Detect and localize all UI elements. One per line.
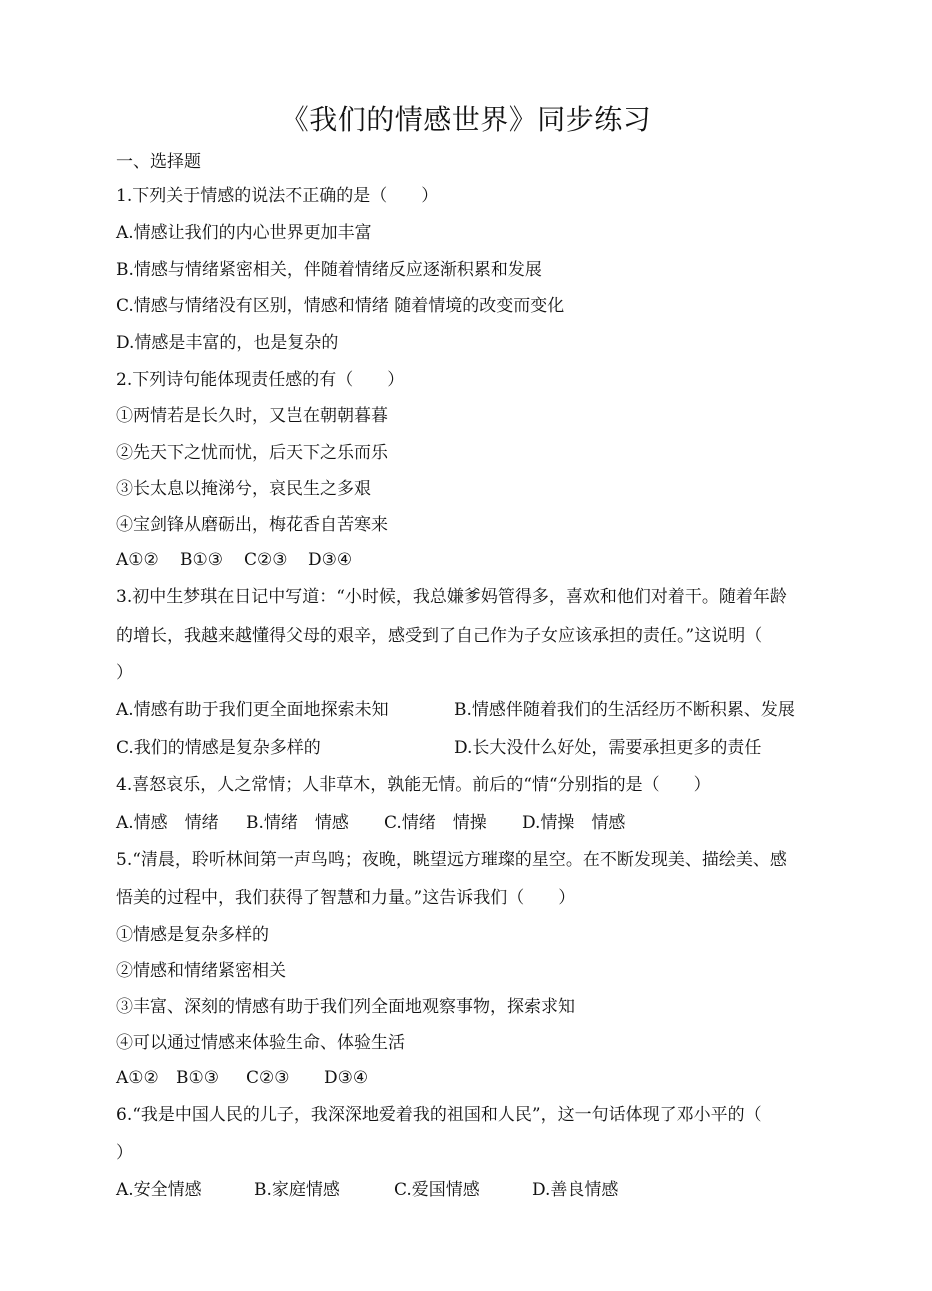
question-3-stem-line-1: 3.初中生梦琪在日记中写道：“小时候，我总嫌爹妈管得多，喜欢和他们对着干。随着年龄 [116, 587, 787, 607]
question-2-item-2: ②先天下之忧而忧，后天下之乐而乐 [116, 443, 388, 463]
question-3-options-row-2 [116, 736, 761, 760]
question-3-option-c: C.我们的情感是复杂多样的 [116, 738, 321, 758]
question-3-option-d: D.长大没什么好处，需要承担更多的责任 [454, 738, 762, 758]
question-6-option-c: C.爱国情感 [394, 1180, 480, 1200]
question-1-stem: 1.下列关于情感的说法不正确的是（ ） [116, 186, 439, 206]
question-5-option-a: A①② [116, 1068, 159, 1088]
question-6-options [116, 1178, 618, 1202]
question-4-option-c: C.情绪 情操 [384, 813, 487, 833]
question-2-options [116, 548, 352, 572]
question-2-option-c: C②③ [244, 550, 288, 570]
question-4-options [116, 811, 625, 835]
question-6-option-a: A.安全情感 [116, 1180, 202, 1200]
question-4-option-d: D.情操 情感 [522, 813, 626, 833]
question-2-option-b: B①③ [180, 550, 223, 570]
question-3-options-row-1 [116, 698, 795, 722]
question-6-stem-line-1: 6.“我是中国人民的儿子，我深深地爱着我的祖国和人民”，这一句话体现了邓小平的（ [116, 1105, 762, 1125]
question-5-stem-line-1: 5.“清晨，聆听林间第一声鸟鸣；夜晚，眺望远方璀璨的星空。在不断发现美、描绘美、感 [116, 850, 787, 870]
question-3-stem-line-2: 的增长，我越来越懂得父母的艰辛，感受到了自己作为子女应该承担的责任。”这说明（ [116, 626, 763, 646]
question-5-item-3: ③丰富、深刻的情感有助于我们列全面地观察事物，探索求知 [116, 997, 575, 1017]
question-6-option-d: D.善良情感 [532, 1180, 619, 1200]
question-5-options [116, 1066, 368, 1090]
question-6-option-b: B.家庭情感 [254, 1180, 340, 1200]
question-1-option-d: D.情感是丰富的，也是复杂的 [116, 333, 339, 353]
question-3-stem-line-3: ） [116, 663, 133, 683]
question-3-option-b: B.情感伴随着我们的生活经历不断积累、发展 [454, 700, 795, 720]
question-3-option-a: A.情感有助于我们更全面地探索未知 [116, 700, 389, 720]
question-4-option-b: B.情绪 情感 [246, 813, 349, 833]
question-5-option-d: D③④ [324, 1068, 369, 1088]
question-5-option-c: C②③ [246, 1068, 290, 1088]
question-2-stem: 2.下列诗句能体现责任感的有（ ） [116, 370, 405, 390]
section-heading: 一、选择题 [116, 152, 201, 172]
question-1-option-a: A.情感让我们的内心世界更加丰富 [116, 223, 372, 243]
page-title: 《我们的情感世界》同步练习 [280, 103, 652, 136]
question-5-option-b: B①③ [176, 1068, 219, 1088]
question-5-item-2: ②情感和情绪紧密相关 [116, 961, 286, 981]
question-2-item-3: ③长太息以掩涕兮，哀民生之多艰 [116, 479, 371, 499]
question-1-option-b: B.情感与情绪紧密相关，伴随着情绪反应逐渐积累和发展 [116, 260, 542, 280]
question-2-item-1: ①两情若是长久时，又岂在朝朝暮暮 [116, 406, 388, 426]
question-6-stem-line-2: ） [116, 1143, 133, 1163]
question-2-option-d: D③④ [308, 550, 353, 570]
question-1-option-c: C.情感与情绪没有区别，情感和情绪 随着情境的改变而变化 [116, 296, 565, 316]
question-5-item-1: ①情感是复杂多样的 [116, 925, 269, 945]
question-2-item-4: ④宝剑锋从磨砺出，梅花香自苦寒来 [116, 515, 388, 535]
question-4-stem: 4.喜怒哀乐，人之常情；人非草木，孰能无情。前后的“情“分别指的是（ ） [116, 775, 711, 795]
question-5-item-4: ④可以通过情感来体验生命、体验生活 [116, 1033, 405, 1053]
question-5-stem-line-2: 悟美的过程中，我们获得了智慧和力量。”这告诉我们（ ） [116, 888, 576, 908]
question-2-option-a: A①② [116, 550, 159, 570]
question-4-option-a: A.情感 情绪 [116, 813, 219, 833]
